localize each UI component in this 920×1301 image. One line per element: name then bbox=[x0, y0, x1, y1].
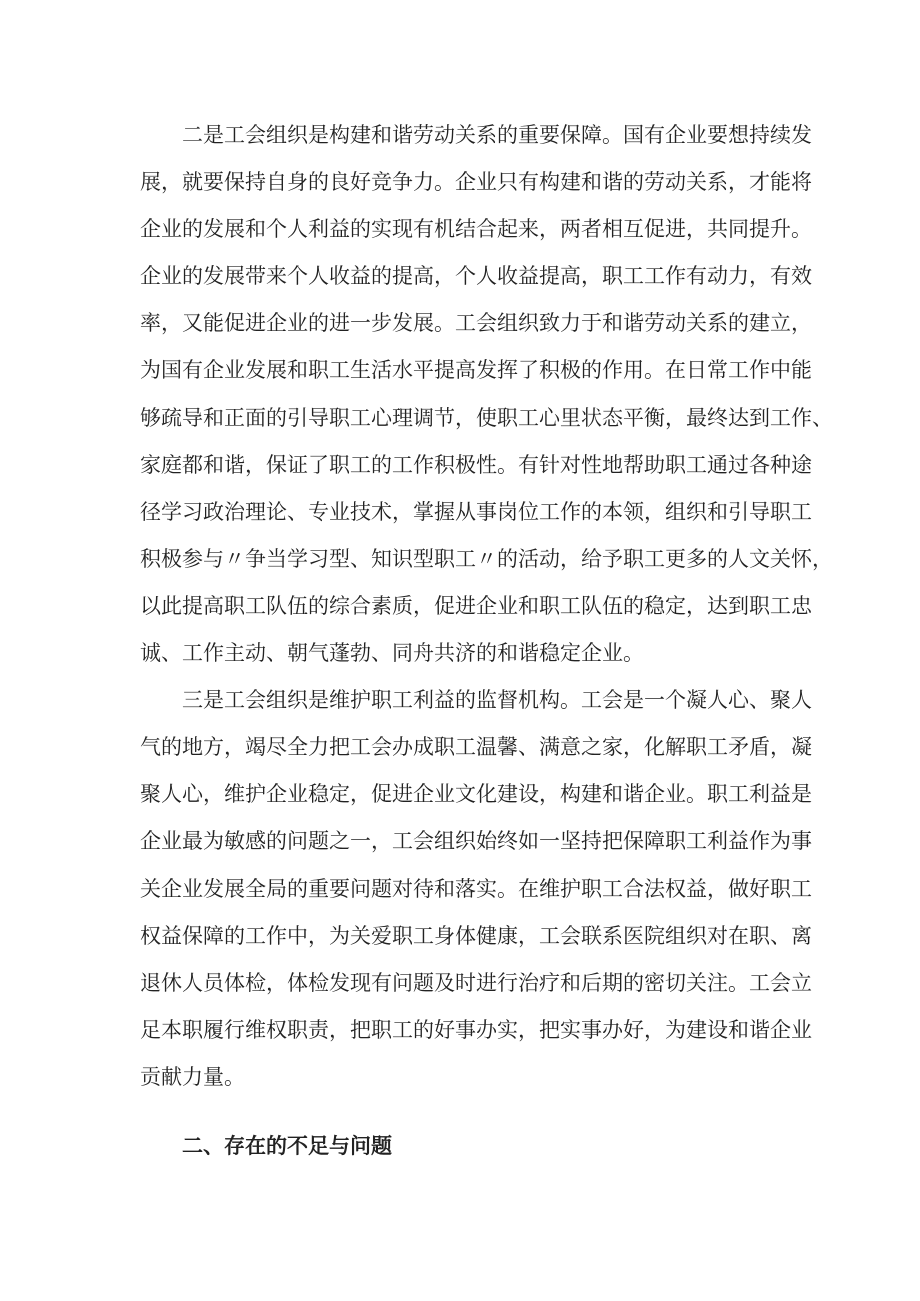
paragraph-line: 二是工会组织是构建和谐劳动关系的重要保障。国有企业要想持续发 bbox=[182, 123, 812, 147]
paragraph-line: 够疏导和正面的引导职工心理调节，使职工心里状态平衡，最终达到工作、 bbox=[140, 405, 833, 430]
paragraph-line: 诚、工作主动、朝气蓬勃、同舟共济的和谐稳定企业。 bbox=[140, 641, 644, 666]
paragraph-line: 以此提高职工队伍的综合素质，促进企业和职工队伍的稳定，达到职工忠 bbox=[140, 593, 812, 618]
paragraph-line: 聚人心，维护企业稳定，促进企业文化建设，构建和谐企业。职工利益是 bbox=[140, 782, 812, 807]
body-text bbox=[140, 112, 833, 1101]
paragraph-line: 关企业发展全局的重要问题对待和落实。在维护职工合法权益，做好职工 bbox=[140, 876, 812, 901]
paragraph-line: 率，又能促进企业的进一步发展。工会组织致力于和谐劳动关系的建立， bbox=[140, 311, 812, 336]
paragraph-line: 退休人员体检，体检发现有问题及时进行治疗和后期的密切关注。工会立 bbox=[140, 970, 812, 995]
paragraph-line: 家庭都和谐，保证了职工的工作积极性。有针对性地帮助职工通过各种途 bbox=[140, 452, 812, 477]
paragraph-line: 企业最为敏感的问题之一，工会组织始终如一坚持把保障职工利益作为事 bbox=[140, 829, 812, 854]
paragraph-line: 径学习政治理论、专业技术，掌握从事岗位工作的本领，组织和引导职工 bbox=[140, 499, 812, 524]
paragraph-line: 足本职履行维权职责，把职工的好事办实，把实事办好，为建设和谐企业 bbox=[140, 1017, 812, 1042]
paragraph-2 bbox=[140, 112, 833, 677]
paragraph-3 bbox=[140, 677, 812, 1101]
paragraph-line: 气的地方，竭尽全力把工会办成职工温馨、满意之家，化解职工矛盾，凝 bbox=[140, 735, 812, 760]
paragraph-line: 贡献力量。 bbox=[140, 1064, 245, 1089]
paragraph-line: 展，就要保持自身的良好竞争力。企业只有构建和谐的劳动关系，才能将 bbox=[140, 170, 812, 195]
paragraph-line: 企业的发展和个人利益的实现有机结合起来，两者相互促进，共同提升。 bbox=[140, 217, 812, 242]
paragraph-line: 企业的发展带来个人收益的提高，个人收益提高，职工工作有动力，有效 bbox=[140, 264, 812, 289]
paragraph-line: 三是工会组织是维护职工利益的监督机构。工会是一个凝人心、聚人 bbox=[182, 688, 812, 713]
section-heading: 二、存在的不足与问题 bbox=[182, 1133, 392, 1158]
paragraph-line: 为国有企业发展和职工生活水平提高发挥了积极的作用。在日常工作中能 bbox=[140, 358, 812, 383]
paragraph-line: 权益保障的工作中，为关爱职工身体健康，工会联系医院组织对在职、离 bbox=[140, 923, 812, 948]
paragraph-line: 积极参与〃争当学习型、知识型职工〃的活动，给予职工更多的人文关怀， bbox=[140, 546, 833, 571]
